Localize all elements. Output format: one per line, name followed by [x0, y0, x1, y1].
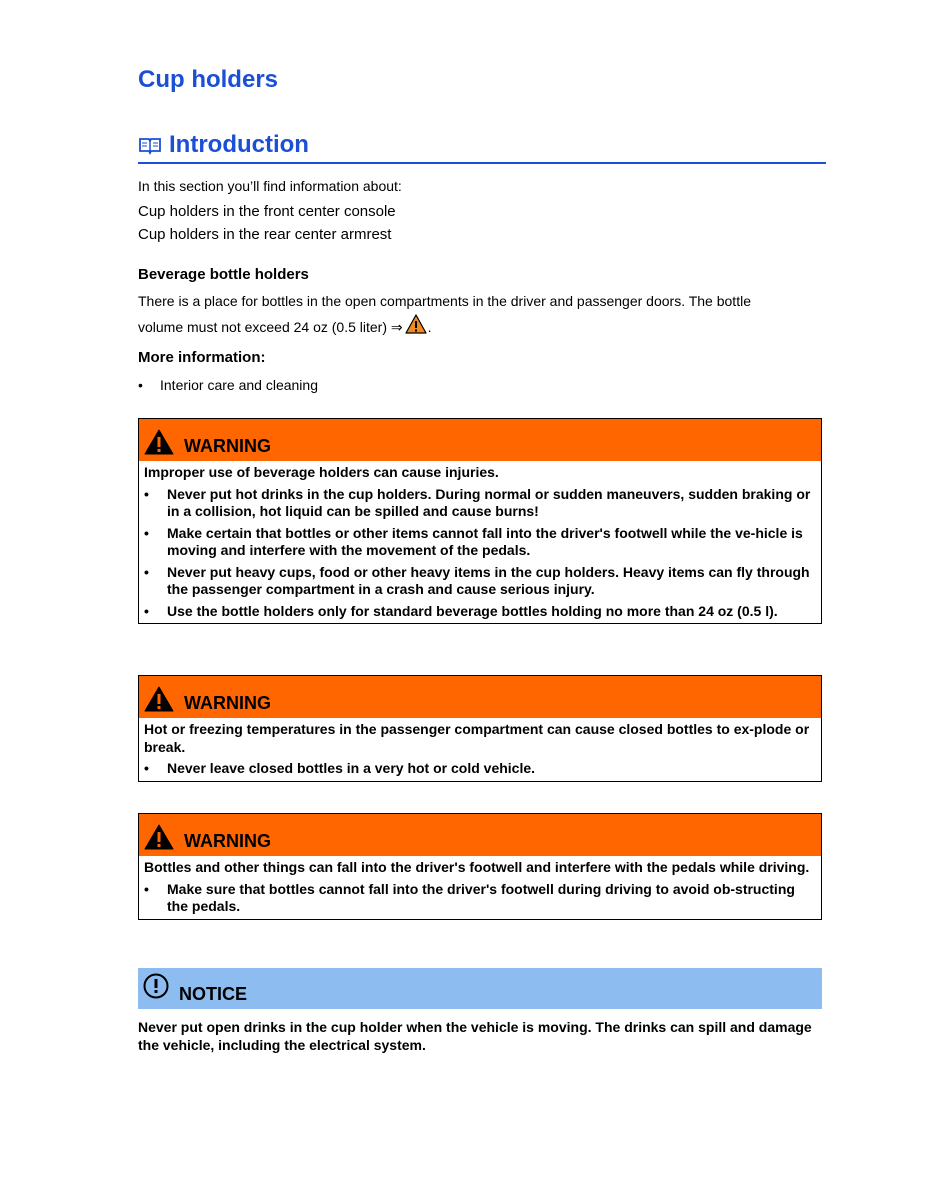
warning-label: WARNING — [184, 831, 271, 851]
bullet-icon: • — [144, 880, 149, 897]
intro-lead: In this section you’ll find information about: — [138, 178, 402, 194]
book-icon — [138, 135, 162, 155]
section-heading — [138, 131, 309, 159]
more-info-heading: More information: — [138, 349, 266, 366]
beverage-heading: Beverage bottle holders — [138, 266, 309, 283]
warning-lead: Improper use of beverage holders can cause injuries. — [144, 464, 499, 480]
warning-bullet — [144, 603, 813, 621]
warning-header — [139, 814, 821, 856]
notice-label: NOTICE — [179, 984, 248, 1004]
warning-box — [138, 813, 822, 920]
warning-bullet — [144, 486, 813, 521]
bullet-icon: • — [144, 524, 149, 541]
warning-bullet-text: Use the bottle holders only for standard beverage bottles holding no more than 24 oz (0.5 l). — [167, 602, 778, 619]
page-title: Cup holders — [138, 66, 279, 93]
topic-link[interactable]: Cup holders in the front center console — [138, 203, 396, 220]
warning-body — [139, 856, 821, 919]
warning-label: WARNING — [184, 693, 271, 713]
warning-bullet — [144, 881, 813, 916]
warning-bullet — [144, 760, 813, 778]
warning-bullet-text: Make sure that bottles cannot fall into the driver's footwell during driving to avoid ob-structing the pedals. — [167, 880, 795, 914]
section-title: Introduction — [169, 131, 309, 158]
warning-bullet — [144, 525, 813, 560]
warning-bullet-text: Make certain that bottles or other items cannot fall into the driver's footwell while the ve-hicle is moving and interfere with the movement of the pedals. — [167, 524, 803, 558]
warning-icon — [144, 429, 174, 455]
warning-bullet-text: Never put heavy cups, food or other heavy items in the cup holders. Heavy items can fly through the passenger compartment in a crash and cause serious injury. — [167, 563, 810, 597]
warning-icon — [144, 686, 174, 712]
more-info-link[interactable]: Interior care and cleaning — [160, 377, 318, 393]
beverage-text-line2 — [138, 314, 432, 336]
warning-bullet-text: Never put hot drinks in the cup holders. During normal or sudden maneuvers, sudden braking or in a collision, hot liquid can be spilled and cause burns! — [167, 485, 811, 519]
warning-lead: Hot or freezing temperatures in the passenger compartment can cause closed bottles to ex-plode or break. — [144, 721, 810, 755]
beverage-text: volume must not exceed 24 oz (0.5 liter) ⇒ — [138, 319, 403, 335]
warning-ref-icon[interactable] — [405, 314, 427, 334]
bullet-icon: • — [144, 485, 149, 502]
bullet-icon: • — [144, 563, 149, 580]
topic-link[interactable]: Cup holders in the rear center armrest — [138, 226, 392, 243]
warning-body — [139, 718, 821, 781]
bullet-icon: • — [144, 602, 149, 619]
notice-text: Never put open drinks in the cup holder when the vehicle is moving. The drinks can spill and damage the vehicle, including the electrical system. — [138, 1019, 812, 1053]
warning-box — [138, 418, 822, 624]
more-info-item[interactable] — [138, 376, 318, 394]
bullet-icon: • — [144, 760, 149, 776]
bullet-icon: • — [138, 377, 143, 393]
warning-lead: Bottles and other things can fall into the driver's footwell and interfere with the pedals while driving. — [144, 859, 810, 875]
beverage-text-end: . — [427, 319, 432, 335]
warning-box — [138, 675, 822, 782]
warning-header — [139, 419, 821, 461]
warning-header — [139, 676, 821, 718]
warning-body — [139, 461, 821, 623]
section-divider — [138, 162, 826, 164]
notice-icon — [143, 973, 169, 999]
warning-bullet-text: Never leave closed bottles in a very hot or cold vehicle. — [167, 760, 536, 776]
notice-header — [138, 968, 822, 1009]
beverage-text: There is a place for bottles in the open compartments in the driver and passenger doors. The bottle — [138, 293, 751, 309]
warning-bullet — [144, 564, 813, 599]
warning-icon — [144, 824, 174, 850]
warning-label: WARNING — [184, 436, 271, 456]
